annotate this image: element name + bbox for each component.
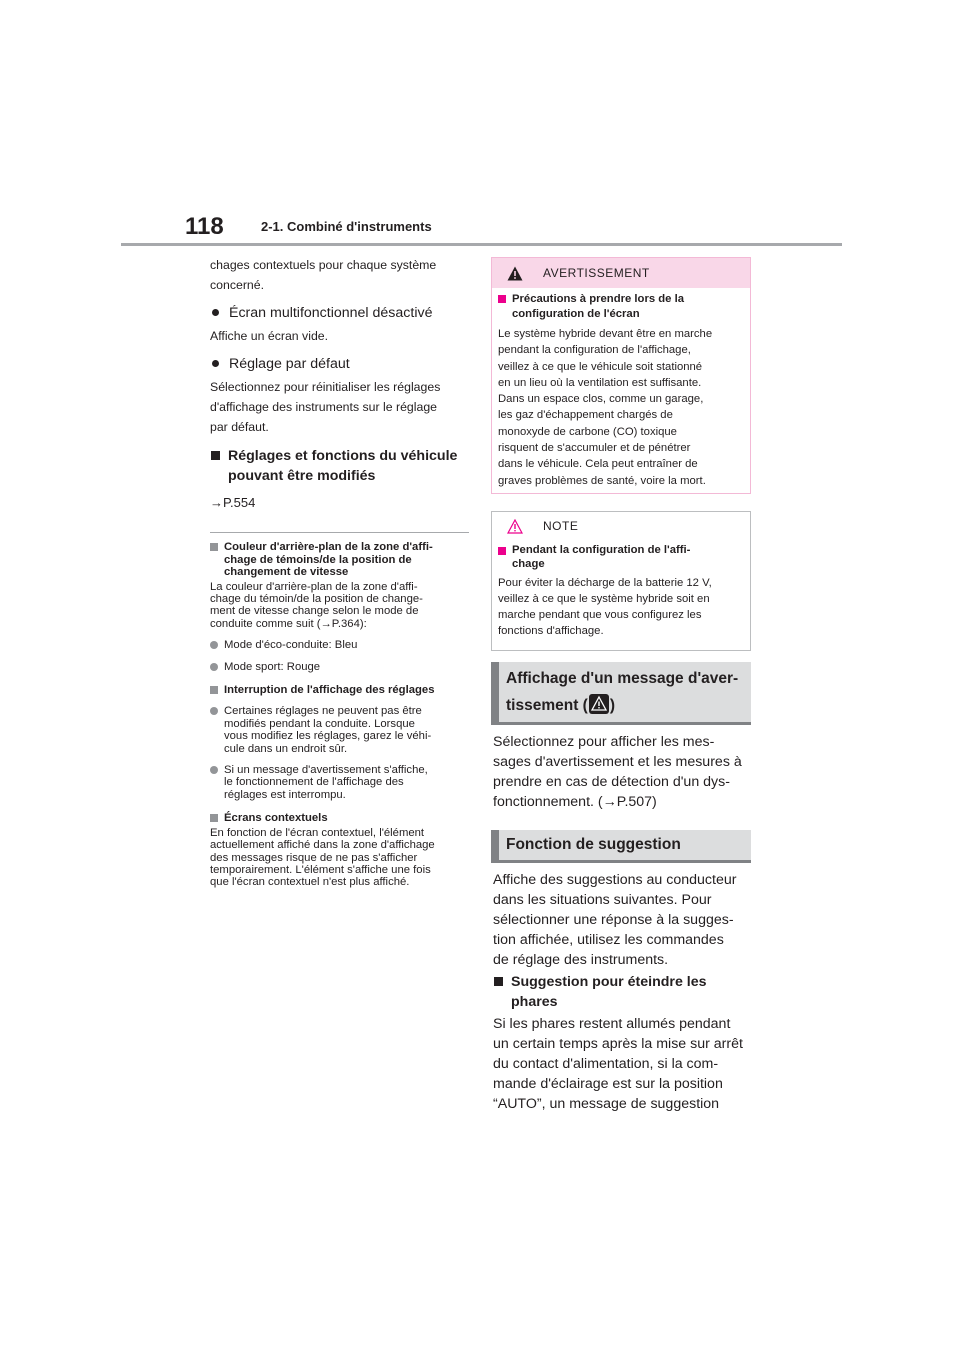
- note-bullet-eco: Mode d'éco-conduite: Bleu: [210, 639, 470, 651]
- page-reference-link[interactable]: →P.554: [210, 495, 256, 510]
- note-header: NOTE: [492, 512, 750, 540]
- square-bullet-icon: [498, 547, 506, 555]
- warning-triangle-icon: [507, 266, 523, 281]
- note-heading-context: Écrans contextuels: [210, 812, 470, 825]
- warning-heading: Précautions à prendre lors de la configuration de l'écran: [498, 292, 743, 322]
- warning-box: [491, 257, 751, 494]
- square-bullet-icon: [494, 977, 503, 986]
- intro-text: chages contextuels pour chaque système concerné.: [210, 258, 437, 292]
- square-bullet-icon: [211, 451, 220, 460]
- bullet-icon: [210, 766, 218, 774]
- note-text-context: En fonction de l'écran contextuel, l'élément actuellement affiché dans la zone d'affichage des messages risque de ne pas s'afficher temporairement. L'élément s'affiche une fois que l'écran contextuel n'est plus affiché.: [210, 826, 435, 889]
- header-divider: [121, 243, 842, 246]
- mfd-off-text: Affiche un écran vide.: [210, 329, 329, 343]
- warning-text: Le système hybride devant être en marche pendant la configuration de l'affichage, veillez à ce que le véhicule soit stationné en un lieu où la ventilation est suffisante. Dans un espace clos, comme un garage, les gaz d'échappement chargés de monoxyde de carbone (CO) toxique risquent de s'accumuler et de pénétrer dans le véhicule. Cela peut entraîner de graves problèmes de santé, voire la mort.: [498, 328, 713, 487]
- suggestion-text: Affiche des suggestions au conducteur dans les situations suivantes. Pour sélectionner une réponse à la sugges- tion affichée, utilisez les commandes de réglage des instruments.: [493, 872, 737, 968]
- headlights-suggestion-text: Si les phares restent allumés pendant un certain temps après la mise sur arrêt du contact d'alimentation, si la com- mande d'éclairage est sur la position “AUTO”, un message de suggestion: [493, 1016, 743, 1112]
- warning-message-icon: [589, 694, 609, 714]
- default-setting-heading: Réglage par défaut: [210, 354, 470, 374]
- section-title: 2-1. Combiné d'instruments: [261, 219, 432, 234]
- note-heading-interrupt: Interruption de l'affichage des réglages: [210, 684, 470, 697]
- bullet-icon: [212, 360, 219, 367]
- headlights-suggestion-heading: Suggestion pour éteindre les phares: [493, 972, 751, 1012]
- warning-message-heading: Affichage d'un message d'aver- tissement ( ): [491, 662, 751, 725]
- suggestion-heading: Fonction de suggestion: [491, 830, 751, 863]
- warning-message-text: Sélectionnez pour afficher les mes- sages d'avertissement et les mesures à prendre en cas de détection d'un dys- fonctionnement. (→P.507): [493, 734, 742, 810]
- page-number: 118: [185, 213, 224, 240]
- warning-header: AVERTISSEMENT: [492, 258, 750, 288]
- note-body: [492, 540, 750, 639]
- note-bullet-interrupt-1: Certaines réglages ne peuvent pas être modifiés pendant la conduite. Lorsque vous modifiez les réglages, garez le véhi- cule dans un endroit sûr.: [210, 705, 470, 755]
- note-box-heading: Pendant la configuration de l'affi- chage: [498, 544, 743, 571]
- square-bullet-icon: [210, 814, 218, 822]
- square-bullet-icon: [210, 543, 218, 551]
- default-setting-text: Sélectionnez pour réinitialiser les réglages d'affichage des instruments sur le réglage par défaut.: [210, 380, 441, 434]
- bullet-icon: [210, 707, 218, 715]
- note-text-bg-color: La couleur d'arrière-plan de la zone d'affi- chage du témoin/de la position de change- ment de vitesse change selon le mode de conduite comme suit (→P.364):: [210, 580, 423, 630]
- notes-divider: [210, 532, 469, 533]
- bullet-icon: [210, 641, 218, 649]
- note-bullet-interrupt-2: Si un message d'avertissement s'affiche, le fonctionnement de l'affichage des réglages est interrompu.: [210, 764, 470, 801]
- note-bullet-sport: Mode sport: Rouge: [210, 661, 470, 673]
- square-bullet-icon: [498, 295, 506, 303]
- caution-triangle-icon: [507, 519, 523, 534]
- left-column: [210, 255, 470, 889]
- note-box-text: Pour éviter la décharge de la batterie 12 V, veillez à ce que le système hybride soit en marche pendant que vous configurez les fonctions d'affichage.: [498, 577, 712, 637]
- customizable-settings-heading: Réglages et fonctions du véhicule pouvant être modifiés: [210, 446, 470, 486]
- square-bullet-icon: [210, 686, 218, 694]
- notes-section: [210, 541, 470, 889]
- note-heading-bg-color: Couleur d'arrière-plan de la zone d'affi- chage de témoins/de la position de changement de vitesse: [210, 541, 470, 579]
- bullet-icon: [210, 663, 218, 671]
- warning-body: [492, 288, 750, 489]
- bullet-icon: [212, 309, 219, 316]
- note-box: [491, 511, 751, 651]
- mfd-off-heading: Écran multifonctionnel désactivé: [210, 303, 470, 323]
